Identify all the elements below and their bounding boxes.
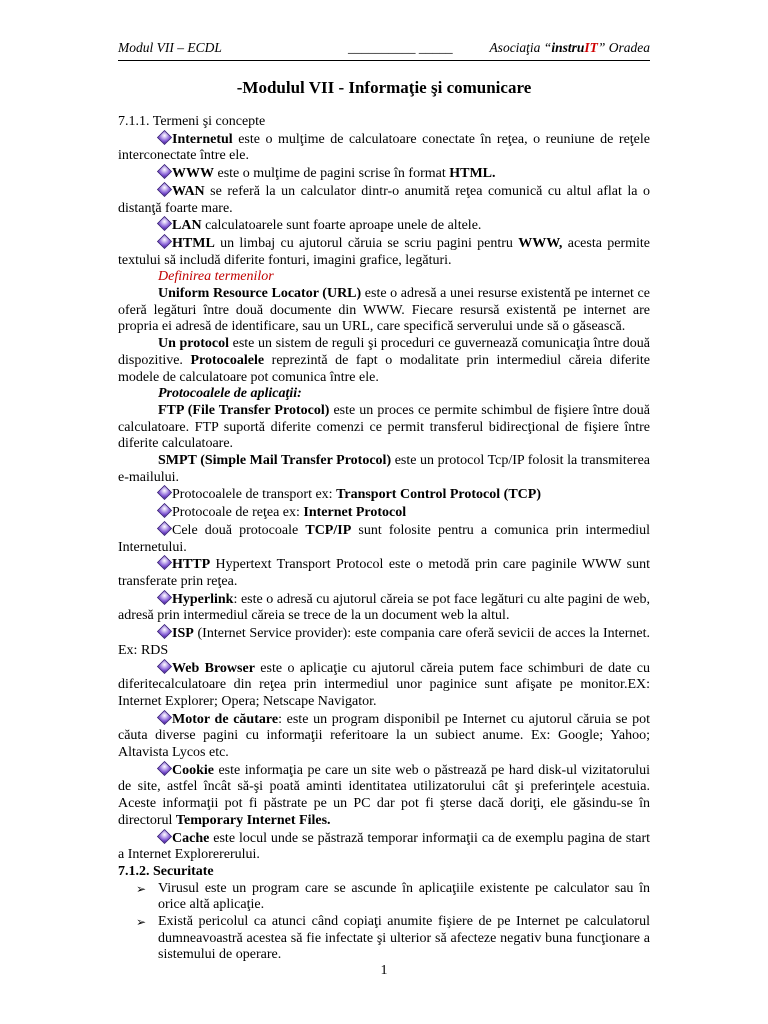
arrow-bullet-icon: ➢ xyxy=(136,915,147,930)
list-item xyxy=(118,914,650,964)
paragraph-ftp: FTP (File Transfer Protocol) este un proces ce permite schimbul de fişiere între două calculatoare. FTP suportă diferite comenzi ce permit transferul bidirecţional de fişiere între diferite calculatoare. xyxy=(118,402,650,452)
list-item-text: Există pericolul ca atunci când copiaţi anumite fişiere de pe Internet pe calculatorul dumneavoastră acestea să fie infectate şi ulterior să afecteze negativ buna funcţionare a sistemului de operare. xyxy=(158,914,650,963)
diamond-bullet-icon xyxy=(157,130,172,145)
paragraph-network: Protocoale de reţea ex: Internet Protocol xyxy=(118,504,650,522)
arrow-bullet-icon: ➢ xyxy=(136,881,147,896)
diamond-bullet-icon xyxy=(157,590,172,605)
diamond-bullet-icon xyxy=(157,503,172,518)
paragraph-hyperlink: Hyperlink: este o adresă cu ajutorul căreia se pot face legături cu alte pagini de web, adresă prin intermediul căreia se trece de la un document web la altul. xyxy=(118,591,650,625)
list-item-text: Virusul este un program care se ascunde în aplicaţiile existente pe calculator sau în orice altă aplicaţie. xyxy=(158,880,650,913)
paragraph-lan: LAN calculatoarele sunt foarte aproape unele de altele. xyxy=(118,217,650,235)
paragraph-protocol: Un protocol este un sistem de reguli şi proceduri ce guvernează comunicaţia între două dispozitive. Protocoalele reprezintă de fapt o modalitate prin intermediul căreia diferite modele de calculatoare pot comunica între ele. xyxy=(118,336,651,385)
diamond-bullet-icon xyxy=(157,555,172,570)
diamond-bullet-icon xyxy=(157,234,172,249)
paragraph-wan: WAN se referă la un calculator dintr-o anumită reţea comunică cu altul aflat la o distanţă foarte mare. xyxy=(118,183,650,217)
paragraph-tcpip: Cele două protocoale TCP/IP sunt folosite pentru a comunica prin intermediul Internetului. xyxy=(118,522,650,556)
security-heading: 7.1.2. Securitate xyxy=(118,863,214,879)
paragraph-search-engine: Motor de căutare: este un program disponibil pe Internet cu ajutorul căruia se pot căuta diverse pagini cu informaţii referitoare la un subiect anume. Ex: Google; Yahoo; Altavista Lycos etc. xyxy=(118,711,650,762)
list-item xyxy=(118,881,650,914)
diamond-bullet-icon xyxy=(157,828,172,843)
diamond-bullet-icon xyxy=(157,624,172,639)
header-right: Asociaţia “instruIT” Oradea xyxy=(489,40,650,55)
section-heading: 7.1.1. Termeni şi concepte xyxy=(118,114,266,129)
diamond-bullet-icon xyxy=(157,182,172,197)
diamond-bullet-icon xyxy=(157,710,172,725)
paragraph-isp: ISP (Internet Service provider): este compania care oferă sevicii de acces la Internet. Ex: RDS xyxy=(118,625,650,659)
header-left: Modul VII – ECDL xyxy=(118,40,222,55)
page-title: -Modulul VII - Informaţie şi comunicare xyxy=(236,78,532,97)
application-protocols-heading: Protocoalele de aplicaţii: xyxy=(158,386,302,402)
definitions-heading: Definirea termenilor xyxy=(158,269,274,285)
diamond-bullet-icon xyxy=(157,761,172,776)
diamond-bullet-icon xyxy=(157,216,172,231)
paragraph-cache: Cache este locul unde se păstrază temporar informaţii ca de exemplu pagina de start a Internet Explorererului. xyxy=(118,830,650,864)
paragraph-smpt: SMPT (Simple Mail Transfer Protocol) este un protocol Tcp/IP folosit la transmiterea e-mailului. xyxy=(118,453,650,485)
paragraph-http: HTTP Hypertext Transport Protocol este o metodă prin care paginile WWW sunt transferate prin reţea. xyxy=(118,556,650,590)
paragraph-html: HTML un limbaj cu ajutorul căruia se scriu pagini pentru WWW, acesta permite textului să includă diferite fonturi, imagini grafice, legături. xyxy=(118,235,650,269)
page-number: 1 xyxy=(380,963,388,978)
paragraph-url: Uniform Resource Locator (URL) este o adresă a unei resurse existentă pe internet ce oferă legături între două documente din WWW. Fiecare resursă existentă pe internet are propria ei adresă de identificare, sau un URL, care specifică serverului unde să o găsească. xyxy=(118,286,650,335)
paragraph-web-browser: Web Browser este o aplicaţie cu ajutorul căreia putem face schimburi de date cu diferitecalculatoare din reţea prin intermediul unor paginice sunt afişate pe monitor.EX: Internet Explorer; Opera; Netscape Navigator. xyxy=(118,660,650,711)
diamond-bullet-icon xyxy=(157,164,172,179)
diamond-bullet-icon xyxy=(157,521,172,536)
document-body xyxy=(118,114,650,964)
paragraph-transport: Protocoalele de transport ex: Transport Control Protocol (TCP) xyxy=(118,486,650,504)
paragraph-cookie: Cookie este informaţia pe care un site web o păstrează pe hard disk-ul vizitatorului de site, astfel încât să-şi poată aminti identitatea utilizatorului cât şi preferinţele acestuia. Aceste informaţii pot fi păstrate pe un PC dar pot fi şterse dacă doriţi, ele găsindu-se în directorul Temporary Internet Files. xyxy=(118,762,650,830)
header-rule xyxy=(118,60,650,61)
diamond-bullet-icon xyxy=(157,485,172,500)
header-middle: __________ _____ xyxy=(348,40,453,55)
paragraph-internet: Internetul este o mulţime de calculatoare conectate în reţea, o reuniune de reţele interconectate între ele. xyxy=(118,131,650,165)
diamond-bullet-icon xyxy=(157,658,172,673)
paragraph-www: WWW este o mulţime de pagini scrise în format HTML. xyxy=(118,165,650,183)
